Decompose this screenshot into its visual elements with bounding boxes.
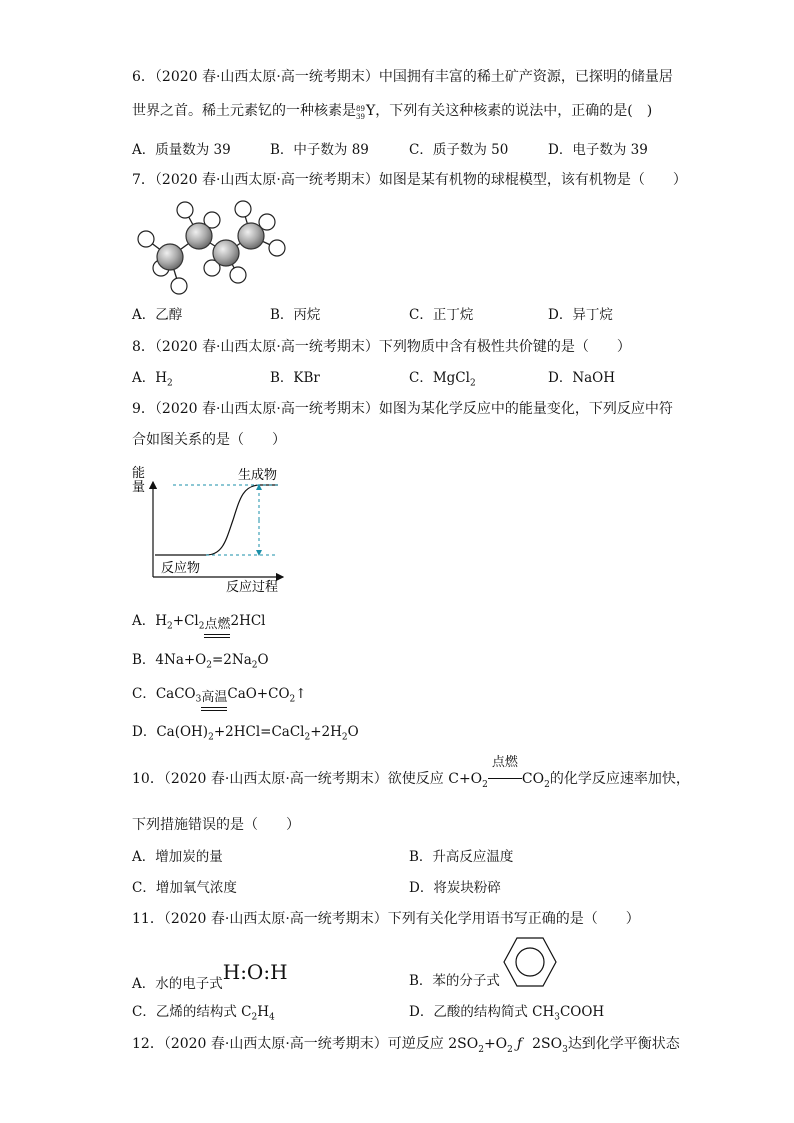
q7-option-c[interactable]: C．正丁烷	[409, 307, 474, 323]
carbon-atom-2	[186, 223, 212, 249]
product-label: 生成物	[238, 468, 278, 483]
nuclide-notation: 89 39	[356, 105, 365, 121]
x-label: 反应过程	[226, 580, 279, 595]
energy-curve	[155, 485, 278, 555]
q11-option-d[interactable]: D．乙酸的结构简式 $CH_3COOH$	[409, 1004, 605, 1023]
q6-option-c[interactable]: C．质子数为 50	[409, 142, 509, 158]
reaction-condition: 高温	[201, 688, 227, 711]
hydrogen-atom-1	[138, 231, 154, 247]
hydrogen-atom-10	[230, 267, 246, 283]
q6-stem-line1: 6．（2020 春·山西太原·高一统考期末）中国拥有丰富的稀土矿产资源，已探明的储量居	[132, 69, 673, 85]
q9-stem-line1: 9．（2020 春·山西太原·高一统考期末）如图为某化学反应中的能量变化，下列反应中符	[132, 401, 673, 417]
q11-option-a[interactable]: A．水的电子式H:O:H	[132, 960, 288, 992]
q10-option-b[interactable]: B．升高反应温度	[409, 849, 514, 865]
q8-stem: 8．（2020 春·山西太原·高一统考期末）下列物质中含有极性共价键的是（ ）	[132, 339, 631, 355]
benzene-ring-icon	[502, 935, 558, 989]
q6-option-d[interactable]: D．电子数为 39	[548, 142, 648, 158]
hydrogen-atom-4	[235, 201, 251, 217]
water-electron-formula: H:O:H	[222, 960, 288, 984]
q10-option-a[interactable]: A．增加炭的量	[132, 849, 223, 865]
q9-stem-line2: 合如图关系的是（ ）	[132, 432, 286, 448]
q10-option-c[interactable]: C．增加氧气浓度	[132, 880, 237, 896]
hydrogen-atom-2	[177, 202, 193, 218]
q8-option-a[interactable]: A．$H_2$	[132, 370, 173, 389]
y-label-line2: 量	[132, 480, 146, 495]
q10-stem-line1: 10．（2020 春·山西太原·高一统考期末）欲使反应 $C+O_2$ 点燃 $CO_2$的化学反应速率加快，	[132, 755, 690, 790]
y-label-line1: 能	[132, 466, 146, 481]
q6-option-b[interactable]: B．中子数为 89	[270, 142, 369, 158]
carbon-atom-3	[213, 240, 239, 266]
q9-option-d[interactable]: D．$Ca(OH)_2+2HCl=CaCl_2+2H_2O$	[132, 724, 359, 743]
q9-option-c[interactable]: C．CaCO$_3$高温 $CaO+CO_2↑$	[132, 685, 307, 711]
q9-option-b[interactable]: B．$4Na+O_2=2Na_2O$	[132, 652, 269, 671]
q9-option-a[interactable]: A．$H_2+Cl_2$点燃 2HCl	[132, 612, 266, 638]
reactant-label: 反应物	[161, 561, 201, 576]
reaction-condition: 点燃	[488, 770, 522, 788]
hydrogen-atom-6	[269, 240, 285, 256]
q8-option-c[interactable]: C．MgCl$_2$	[409, 370, 476, 389]
q6-option-a[interactable]: A．质量数为 39	[132, 142, 231, 158]
hydrogen-atom-9	[171, 278, 187, 294]
ball-and-stick-model	[130, 196, 290, 298]
energy-diagram	[128, 460, 293, 595]
q11-option-b[interactable]: B．苯的分子式	[409, 973, 500, 989]
q7-stem: 7．（2020 春·山西太原·高一统考期末）如图是某有机物的球棍模型，该有机物是（ ）	[132, 172, 687, 188]
q8-option-b[interactable]: B．KBr	[270, 370, 320, 386]
carbon-atom-1	[157, 244, 183, 270]
carbon-atom-4	[238, 223, 264, 249]
q7-option-d[interactable]: D．异丁烷	[548, 307, 613, 323]
q12-stem: 12．（2020 春·山西太原·高一统考期末）可逆反应 $2SO_2+O_2$ ƒ $2SO_3$达到化学平衡状态	[132, 1036, 680, 1055]
reaction-condition: 点燃	[204, 615, 230, 638]
q11-option-c[interactable]: C．乙烯的结构式 $C_2H_4$	[132, 1004, 275, 1023]
q6-stem-line2: 世界之首。稀土元素钇的一种核素是 89 39 Y，下列有关这种核素的说法中，正确的是( )	[132, 103, 653, 121]
q10-option-d[interactable]: D．将炭块粉碎	[409, 880, 501, 896]
q11-stem: 11．（2020 春·山西太原·高一统考期末）下列有关化学用语书写正确的是（ ）	[132, 911, 640, 927]
q10-stem-line2: 下列措施错误的是（ ）	[132, 817, 300, 833]
q8-option-d[interactable]: D．NaOH	[548, 370, 616, 386]
reversible-arrow-icon: ƒ	[516, 1036, 523, 1052]
q7-option-b[interactable]: B．丙烷	[270, 307, 321, 323]
q7-option-a[interactable]: A．乙醇	[132, 307, 183, 323]
